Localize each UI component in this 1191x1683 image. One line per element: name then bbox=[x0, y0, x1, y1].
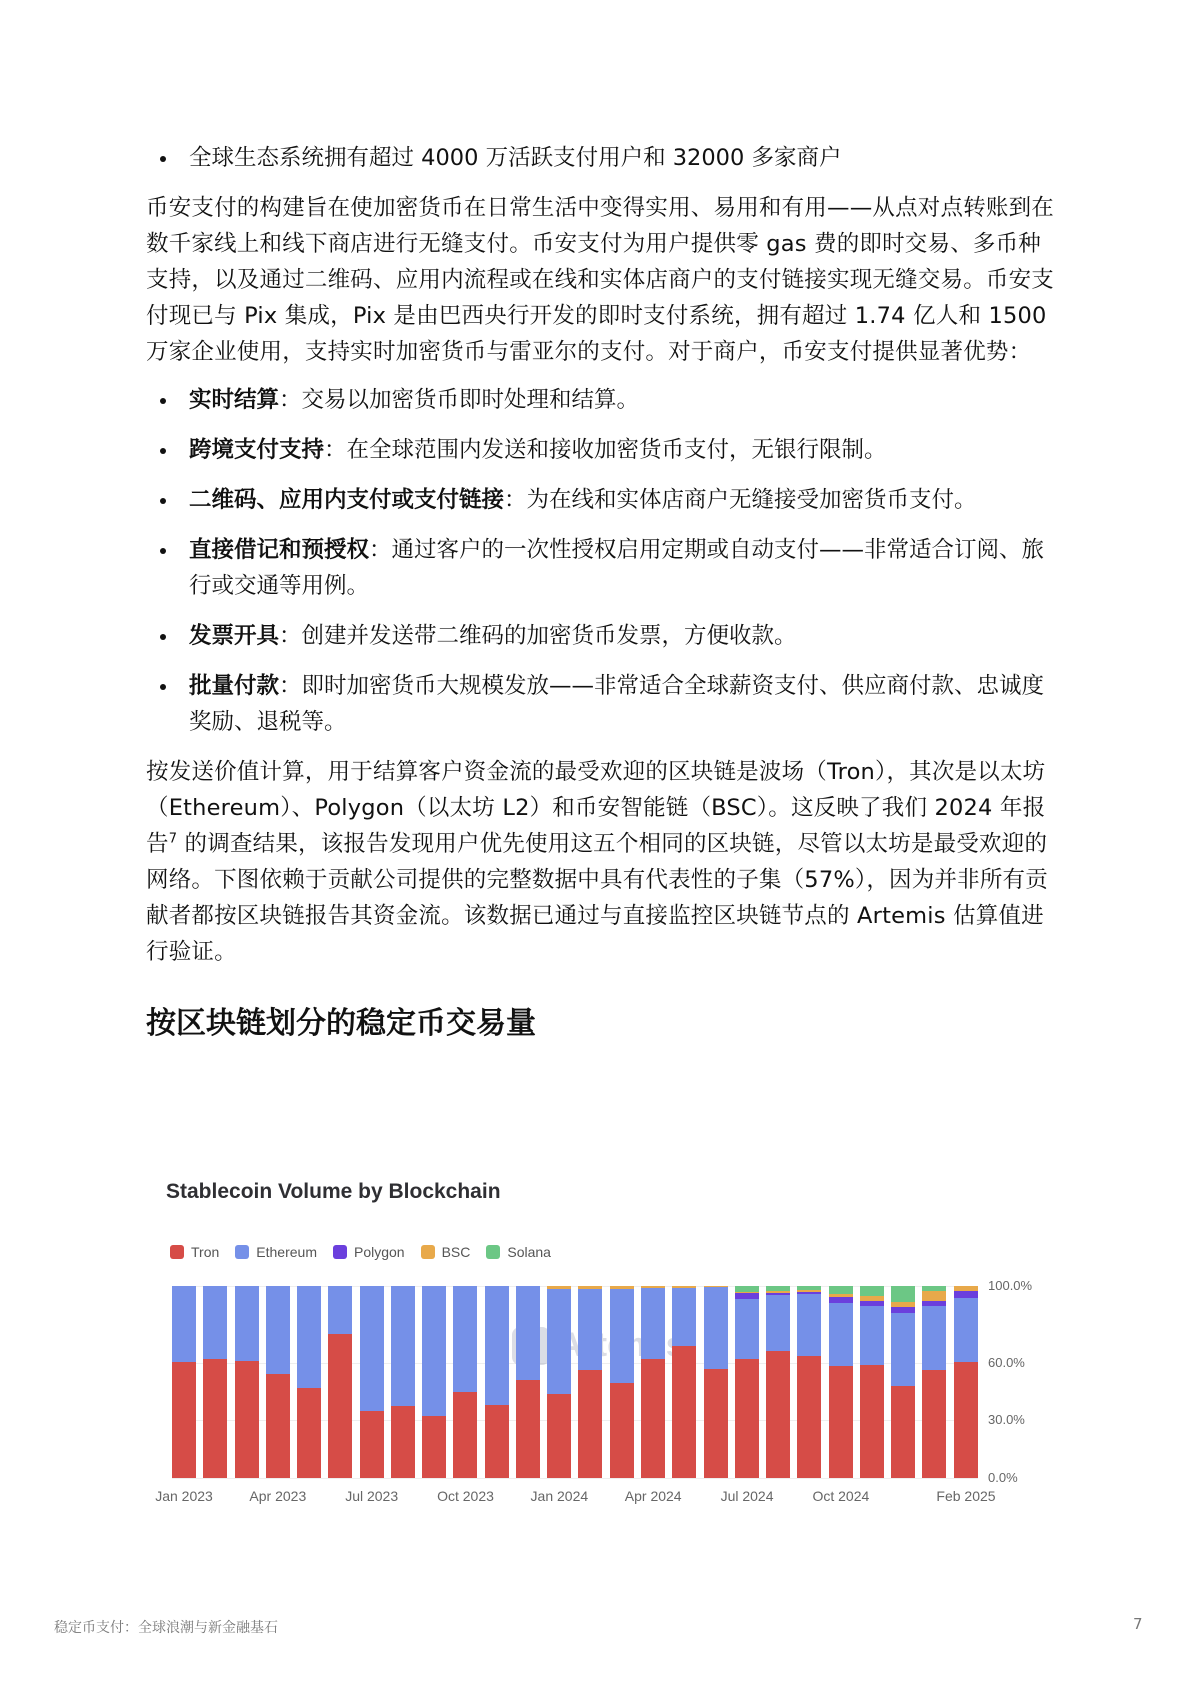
legend-item-solana[interactable] bbox=[486, 1244, 551, 1260]
bar-segment-tron bbox=[922, 1370, 946, 1478]
legend-swatch-icon bbox=[235, 1245, 249, 1259]
bar-segment-tron bbox=[266, 1374, 290, 1478]
y-tick-label: 60.0% bbox=[988, 1354, 1025, 1370]
bar-segment-solana bbox=[891, 1286, 915, 1302]
bar-segment-tron bbox=[360, 1411, 384, 1478]
chart-legend bbox=[170, 1244, 551, 1260]
y-tick-label: 0.0% bbox=[988, 1470, 1018, 1485]
paragraph-text: 的调查结果，该报告发现用户优先使用这五个相同的区块链，尽管以太坊是最受欢迎的网络。下图依赖于贡献公司提供的完整数据中具有代表性的子集（57%），因为并非所有贡献者都按区块链报告其资金流。该数据已通过与直接监控区块链节点的 Artemis 估算值进行验证。 bbox=[146, 831, 1048, 965]
feature-separator: ： bbox=[324, 437, 347, 463]
feature-title: 跨境支付支持 bbox=[189, 437, 325, 463]
x-tick-label: Jul 2023 bbox=[345, 1488, 399, 1504]
feature-text: 交易以加密货币即时处理和结算。 bbox=[301, 387, 640, 413]
feature-separator: ： bbox=[279, 623, 302, 649]
bar-segment-tron bbox=[672, 1346, 696, 1478]
bar-segment-bsc bbox=[922, 1291, 946, 1301]
bar-segment-ethereum bbox=[328, 1286, 352, 1334]
feature-item bbox=[146, 532, 1056, 604]
legend-label: Polygon bbox=[353, 1244, 405, 1260]
legend-item-polygon[interactable] bbox=[333, 1244, 405, 1260]
feature-separator: ： bbox=[504, 487, 527, 513]
bar-segment-ethereum bbox=[891, 1313, 915, 1386]
bar-segment-tron bbox=[422, 1416, 446, 1478]
bar-segment-ethereum bbox=[578, 1289, 602, 1371]
bar-segment-tron bbox=[547, 1394, 571, 1478]
bar-segment-ethereum bbox=[829, 1303, 853, 1367]
bar-dec-2024[interactable] bbox=[891, 1286, 915, 1478]
bullet-text: 全球生态系统拥有超过 4000 万活跃支付用户和 32000 多家商户 bbox=[189, 145, 842, 171]
legend-swatch-icon bbox=[486, 1245, 500, 1259]
bar-segment-ethereum bbox=[797, 1294, 821, 1356]
feature-title: 发票开具 bbox=[189, 623, 280, 649]
bar-apr-2024[interactable] bbox=[641, 1286, 665, 1478]
bar-jul-2023[interactable] bbox=[360, 1286, 384, 1478]
x-tick-label: Oct 2023 bbox=[437, 1488, 494, 1504]
bar-segment-ethereum bbox=[547, 1289, 571, 1394]
bar-feb-2025[interactable] bbox=[954, 1286, 978, 1478]
legend-label: BSC bbox=[441, 1244, 471, 1260]
feature-title: 批量付款 bbox=[189, 673, 280, 699]
list-item bbox=[146, 140, 1056, 176]
legend-item-tron[interactable] bbox=[170, 1244, 219, 1260]
binance-pay-paragraph: 币安支付的构建旨在使加密货币在日常生活中变得实用、易用和有用——从点对点转账到在数千家线上和线下商店进行无缝支付。币安支付为用户提供零 gas 费的即时交易、多币种支持，以及通过二维码、应用内流程或在线和实体店商户的支付链接实现无缝交易。币安支付现已与 Pix 集成，Pix 是由巴西央行开发的即时支付系统，拥有超过 1.74 亿人和 1500 万家企业使用，支持实时加密货币与雷亚尔的支付。对于商户，币安支付提供显著优势： bbox=[146, 195, 1055, 365]
x-tick-label: Feb 2025 bbox=[936, 1488, 996, 1504]
feature-title: 二维码、应用内支付或支付链接 bbox=[189, 487, 505, 513]
gridline bbox=[172, 1478, 978, 1479]
bar-segment-ethereum bbox=[266, 1286, 290, 1374]
bar-segment-tron bbox=[735, 1359, 759, 1478]
bar-segment-tron bbox=[704, 1369, 728, 1478]
legend-swatch-icon bbox=[421, 1245, 435, 1259]
bar-segment-tron bbox=[641, 1359, 665, 1478]
stablecoin-volume-chart bbox=[150, 1170, 1050, 1530]
feature-separator: ： bbox=[279, 673, 302, 699]
bar-may-2023[interactable] bbox=[297, 1286, 321, 1478]
bar-segment-ethereum bbox=[641, 1288, 665, 1360]
bar-segment-tron bbox=[391, 1406, 415, 1478]
x-tick-label: Jan 2024 bbox=[530, 1488, 589, 1504]
bar-segment-solana bbox=[860, 1286, 884, 1296]
legend-item-bsc[interactable] bbox=[421, 1244, 471, 1260]
chart-plot-area bbox=[172, 1286, 978, 1478]
bar-aug-2024[interactable] bbox=[766, 1286, 790, 1478]
bar-jan-2025[interactable] bbox=[922, 1286, 946, 1478]
bar-nov-2023[interactable] bbox=[485, 1286, 509, 1478]
bar-jan-2024[interactable] bbox=[547, 1286, 571, 1478]
y-tick-label: 30.0% bbox=[988, 1412, 1025, 1428]
bar-jan-2023[interactable] bbox=[172, 1286, 196, 1478]
x-tick-label: Oct 2024 bbox=[812, 1488, 870, 1504]
feature-title: 实时结算 bbox=[189, 387, 280, 413]
bar-segment-tron bbox=[860, 1365, 884, 1478]
bar-segment-ethereum bbox=[954, 1298, 978, 1362]
x-tick-label: Apr 2024 bbox=[624, 1488, 682, 1504]
bar-segment-ethereum bbox=[860, 1306, 884, 1365]
bar-segment-ethereum bbox=[922, 1306, 946, 1370]
bar-segment-tron bbox=[578, 1370, 602, 1478]
bar-apr-2023[interactable] bbox=[266, 1286, 290, 1478]
bar-dec-2023[interactable] bbox=[516, 1286, 540, 1478]
section-heading: 按区块链划分的稳定币交易量 bbox=[146, 1006, 536, 1041]
bar-nov-2024[interactable] bbox=[860, 1286, 884, 1478]
bar-segment-tron bbox=[954, 1362, 978, 1478]
bar-oct-2023[interactable] bbox=[453, 1286, 477, 1478]
bar-segment-ethereum bbox=[704, 1287, 728, 1369]
x-tick-label: Jul 2024 bbox=[720, 1488, 774, 1504]
page-body bbox=[146, 140, 1056, 1044]
bar-segment-ethereum bbox=[735, 1299, 759, 1359]
bar-jul-2024[interactable] bbox=[735, 1286, 759, 1478]
bar-segment-ethereum bbox=[516, 1286, 540, 1380]
legend-label: Ethereum bbox=[256, 1244, 317, 1260]
feature-item bbox=[146, 432, 1056, 468]
bar-mar-2024[interactable] bbox=[610, 1286, 634, 1478]
feature-item bbox=[146, 382, 1056, 418]
bar-segment-tron bbox=[766, 1351, 790, 1478]
feature-text: 创建并发送带二维码的加密货币发票，方便收款。 bbox=[301, 623, 797, 649]
bar-segment-ethereum bbox=[203, 1286, 227, 1359]
feature-item bbox=[146, 668, 1056, 740]
chart-title: Stablecoin Volume by Blockchain bbox=[166, 1180, 501, 1203]
legend-label: Solana bbox=[507, 1244, 551, 1260]
page-number: 7 bbox=[1133, 1615, 1143, 1633]
bar-segment-tron bbox=[829, 1366, 853, 1478]
bar-segment-ethereum bbox=[766, 1295, 790, 1351]
footer-title: 稳定币支付：全球浪潮与新金融基石 bbox=[54, 1620, 278, 1636]
legend-swatch-icon bbox=[170, 1245, 184, 1259]
feature-item bbox=[146, 482, 1056, 518]
bar-segment-ethereum bbox=[672, 1288, 696, 1346]
bar-series bbox=[172, 1286, 978, 1478]
bar-segment-ethereum bbox=[360, 1286, 384, 1411]
bar-segment-ethereum bbox=[610, 1289, 634, 1384]
bar-segment-tron bbox=[235, 1361, 259, 1478]
bar-segment-tron bbox=[328, 1334, 352, 1478]
feature-text: 通过客户的一次性授权启用定期或自动支付——非常适合订阅、旅行或交通等用例。 bbox=[189, 537, 1045, 599]
stats-bullet-list bbox=[146, 140, 1056, 176]
bar-segment-tron bbox=[891, 1386, 915, 1478]
legend-item-ethereum[interactable] bbox=[235, 1244, 317, 1260]
bar-segment-ethereum bbox=[485, 1286, 509, 1405]
bar-jun-2023[interactable] bbox=[328, 1286, 352, 1478]
bar-jun-2024[interactable] bbox=[704, 1286, 728, 1478]
bar-segment-ethereum bbox=[453, 1286, 477, 1392]
bar-segment-ethereum bbox=[391, 1286, 415, 1406]
feature-text: 即时加密货币大规模发放——非常适合全球薪资支付、供应商付款、忠诚度奖励、退税等。 bbox=[189, 673, 1045, 735]
features-list bbox=[146, 382, 1056, 740]
bar-aug-2023[interactable] bbox=[391, 1286, 415, 1478]
bar-feb-2024[interactable] bbox=[578, 1286, 602, 1478]
bar-segment-tron bbox=[797, 1356, 821, 1478]
bar-segment-tron bbox=[516, 1380, 540, 1478]
feature-title: 直接借记和预授权 bbox=[189, 537, 370, 563]
feature-text: 为在线和实体店商户无缝接受加密货币支付。 bbox=[526, 487, 977, 513]
legend-label: Tron bbox=[191, 1244, 220, 1260]
bar-segment-solana bbox=[829, 1286, 853, 1294]
feature-item bbox=[146, 618, 1056, 654]
feature-separator: ： bbox=[279, 387, 302, 413]
bar-segment-tron bbox=[453, 1392, 477, 1478]
y-tick-label: 100.0% bbox=[988, 1278, 1033, 1293]
bar-segment-ethereum bbox=[172, 1286, 196, 1362]
bar-segment-tron bbox=[172, 1362, 196, 1478]
bar-segment-ethereum bbox=[235, 1286, 259, 1361]
bar-segment-tron bbox=[610, 1383, 634, 1478]
bar-segment-tron bbox=[203, 1359, 227, 1478]
paragraph-text: 按发送价值计算，用于结算客户资金流的最受欢迎的区块链是波场（Tron），其次是以太坊（Ethereum）、Polygon（以太坊 L2）和币安智能链（BSC）。这反映了我们 2024 年报告 bbox=[146, 759, 1046, 857]
x-tick-label: Apr 2023 bbox=[249, 1488, 307, 1504]
bar-segment-tron bbox=[485, 1405, 509, 1478]
bar-mar-2023[interactable] bbox=[235, 1286, 259, 1478]
bar-may-2024[interactable] bbox=[672, 1286, 696, 1478]
bar-sep-2023[interactable] bbox=[422, 1286, 446, 1478]
bar-oct-2024[interactable] bbox=[829, 1286, 853, 1478]
legend-swatch-icon bbox=[333, 1245, 347, 1259]
bar-sep-2024[interactable] bbox=[797, 1286, 821, 1478]
bar-segment-polygon bbox=[954, 1291, 978, 1298]
x-tick-label: Jan 2023 bbox=[155, 1488, 213, 1504]
bar-segment-ethereum bbox=[297, 1286, 321, 1388]
feature-separator: ： bbox=[369, 537, 392, 563]
footnote-ref[interactable]: 7 bbox=[168, 831, 178, 847]
bar-segment-ethereum bbox=[422, 1286, 446, 1416]
bar-feb-2023[interactable] bbox=[203, 1286, 227, 1478]
feature-text: 在全球范围内发送和接收加密货币支付，无银行限制。 bbox=[346, 437, 887, 463]
blockchain-paragraph bbox=[146, 754, 1056, 970]
bar-segment-tron bbox=[297, 1388, 321, 1478]
